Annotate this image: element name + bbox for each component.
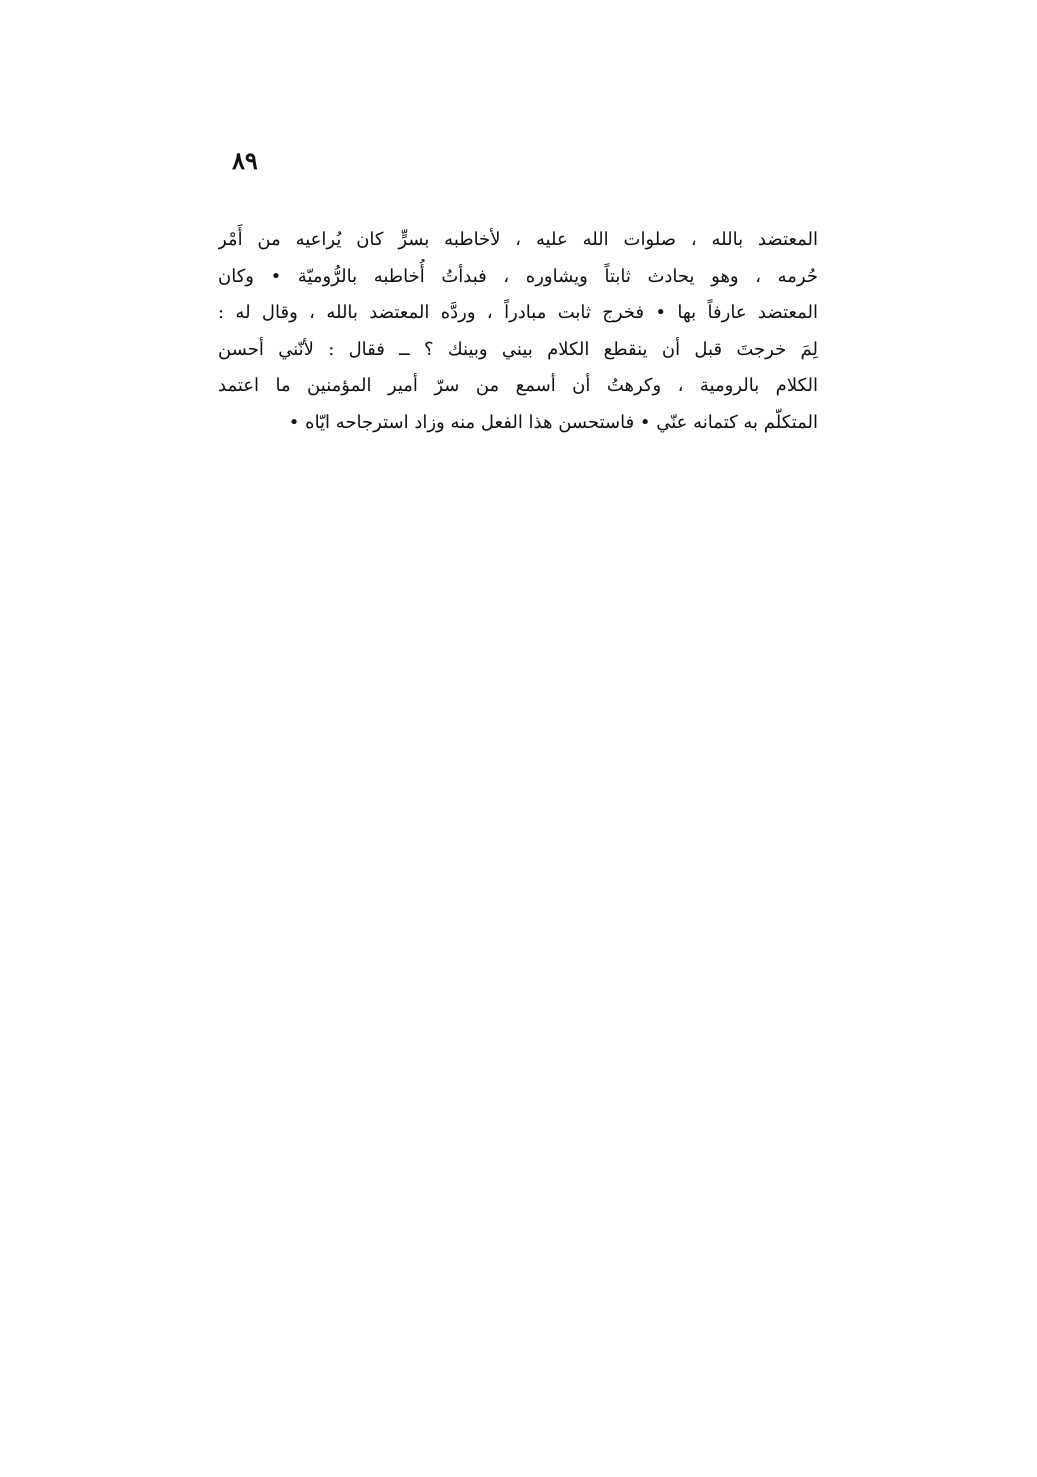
body-text [218,222,818,441]
text-line: المعتضد عارفاً بها • فخرج ثابت مبادراً ، وردَّه المعتضد بالله ، وقال له : [218,302,818,323]
text-line: المعتضد بالله ، صلوات الله عليه ، لأخاطبه بسرٍّ كان يُراعيه من أَمْر [218,229,818,250]
page-number: ٨٩ [232,146,258,175]
text-line: حُرمه ، وهو يحادث ثابتاً ويشاوره ، فبدأتُ أُخاطبه بالرُّوميّة • وكان [218,265,818,287]
text-line: الكلام بالرومية ، وكرهتُ أن أسمع من سرّ أمير المؤمنين ما اعتمد [218,375,818,396]
text-line: المتكلّم به كتمانه عنّي • فاستحسن هذا الفعل منه وزاد استرجاحه ايّاه • [288,411,818,433]
text-line: لِمَ خرجتَ قبل أن ينقطع الكلام بيني وبينك ؟ ــ فقال : لأنّني أحسن [218,338,818,360]
